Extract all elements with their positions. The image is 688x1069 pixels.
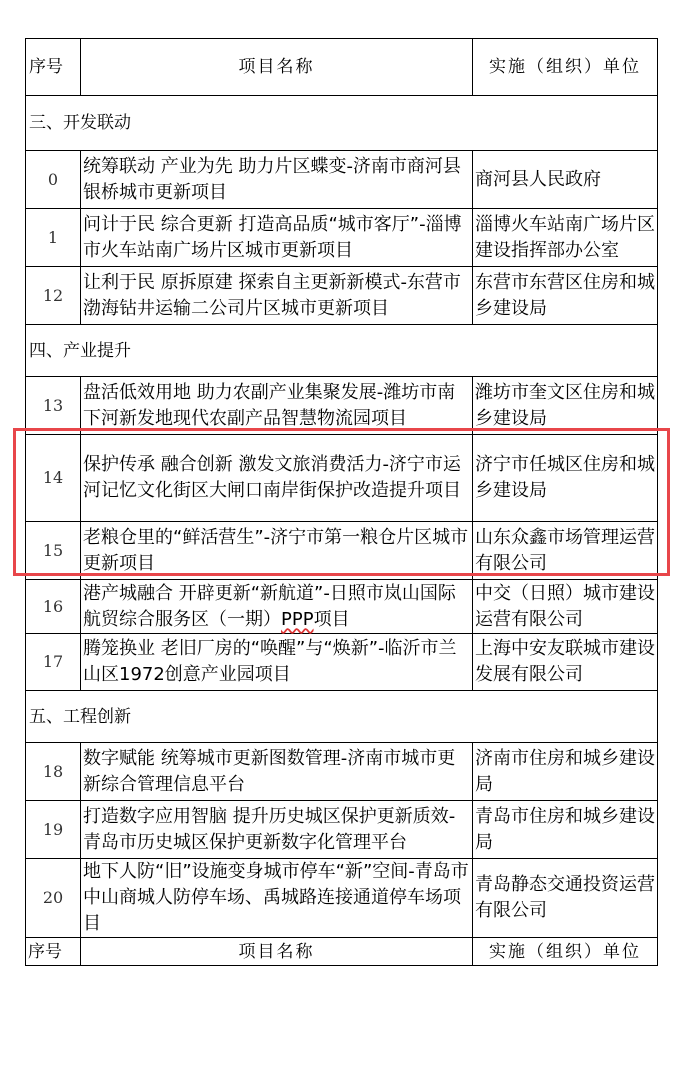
project-unit: 潍坊市奎文区住房和城乡建设局 [473, 377, 658, 435]
table-row [26, 267, 658, 325]
row-number: 18 [26, 743, 81, 801]
footer-no: 序号 [26, 938, 81, 966]
project-table [25, 38, 658, 966]
footer-unit: 实施（组织）单位 [473, 938, 658, 966]
section-row [26, 96, 658, 151]
project-name: 让利于民 原拆原建 探索自主更新新模式-东营市渤海钻井运输二公司片区城市更新项目 [81, 267, 473, 325]
project-name: 问计于民 综合更新 打造高品质“城市客厅”-淄博市火车站南广场片区城市更新项目 [81, 209, 473, 267]
project-name: 腾笼换业 老旧厂房的“唤醒”与“焕新”-临沂市兰山区1972创意产业园项目 [81, 634, 473, 691]
project-unit: 济宁市任城区住房和城乡建设局 [473, 435, 658, 522]
project-unit: 青岛静态交通投资运营有限公司 [473, 859, 658, 938]
table-row [26, 435, 658, 522]
project-unit: 商河县人民政府 [473, 151, 658, 209]
row-number: 13 [26, 377, 81, 435]
row-number: 1 [26, 209, 81, 267]
table-row [26, 634, 658, 691]
header-no: 序号 [26, 39, 81, 96]
table-row [26, 580, 658, 634]
project-unit: 青岛市住房和城乡建设局 [473, 801, 658, 859]
table-row [26, 522, 658, 580]
project-name [81, 580, 473, 634]
project-name: 打造数字应用智脑 提升历史城区保护更新质效-青岛市历史城区保护更新数字化管理平台 [81, 801, 473, 859]
project-name: 保护传承 融合创新 激发文旅消费活力-济宁市运河记忆文化街区大闸口南岸街保护改造提升项目 [81, 435, 473, 522]
row-number: 20 [26, 859, 81, 938]
header-unit: 实施（组织）单位 [473, 39, 658, 96]
row-number: 12 [26, 267, 81, 325]
section-row [26, 691, 658, 743]
footer-name: 项目名称 [81, 938, 473, 966]
table-footer-row [26, 938, 658, 966]
section-title: 四、产业提升 [26, 325, 658, 377]
project-unit: 中交（日照）城市建设运营有限公司 [473, 580, 658, 634]
project-unit: 济南市住房和城乡建设局 [473, 743, 658, 801]
project-name-suffix: 项目 [313, 608, 350, 630]
project-name: 盘活低效用地 助力农副产业集聚发展-潍坊市南下河新发地现代农副产品智慧物流园项目 [81, 377, 473, 435]
table-row [26, 801, 658, 859]
row-number: 17 [26, 634, 81, 691]
table-row [26, 743, 658, 801]
table-row [26, 151, 658, 209]
project-name: 地下人防“旧”设施变身城市停车“新”空间-青岛市中山商城人防停车场、禹城路连接通道停车场项目 [81, 859, 473, 938]
row-number: 14 [26, 435, 81, 522]
row-number: 15 [26, 522, 81, 580]
project-name-text: 港产城融合 开辟更新“新航道”-日照市岚山国际航贸综合服务区（一期） [83, 582, 456, 630]
project-unit: 山东众鑫市场管理运营有限公司 [473, 522, 658, 580]
project-unit: 淄博火车站南广场片区建设指挥部办公室 [473, 209, 658, 267]
table-row [26, 859, 658, 938]
table-row [26, 377, 658, 435]
section-title: 五、工程创新 [26, 691, 658, 743]
row-number: 0 [26, 151, 81, 209]
table-row [26, 209, 658, 267]
project-unit: 东营市东营区住房和城乡建设局 [473, 267, 658, 325]
project-unit: 上海中安友联城市建设发展有限公司 [473, 634, 658, 691]
spellcheck-underlined-text: PPP [281, 608, 314, 630]
section-title: 三、开发联动 [26, 96, 658, 151]
section-row [26, 325, 658, 377]
row-number: 19 [26, 801, 81, 859]
header-name: 项目名称 [81, 39, 473, 96]
table-header-row [26, 39, 658, 96]
project-name: 数字赋能 统筹城市更新图数管理-济南市城市更新综合管理信息平台 [81, 743, 473, 801]
project-name: 老粮仓里的“鲜活营生”-济宁市第一粮仓片区城市更新项目 [81, 522, 473, 580]
row-number: 16 [26, 580, 81, 634]
project-name: 统筹联动 产业为先 助力片区蝶变-济南市商河县银桥城市更新项目 [81, 151, 473, 209]
